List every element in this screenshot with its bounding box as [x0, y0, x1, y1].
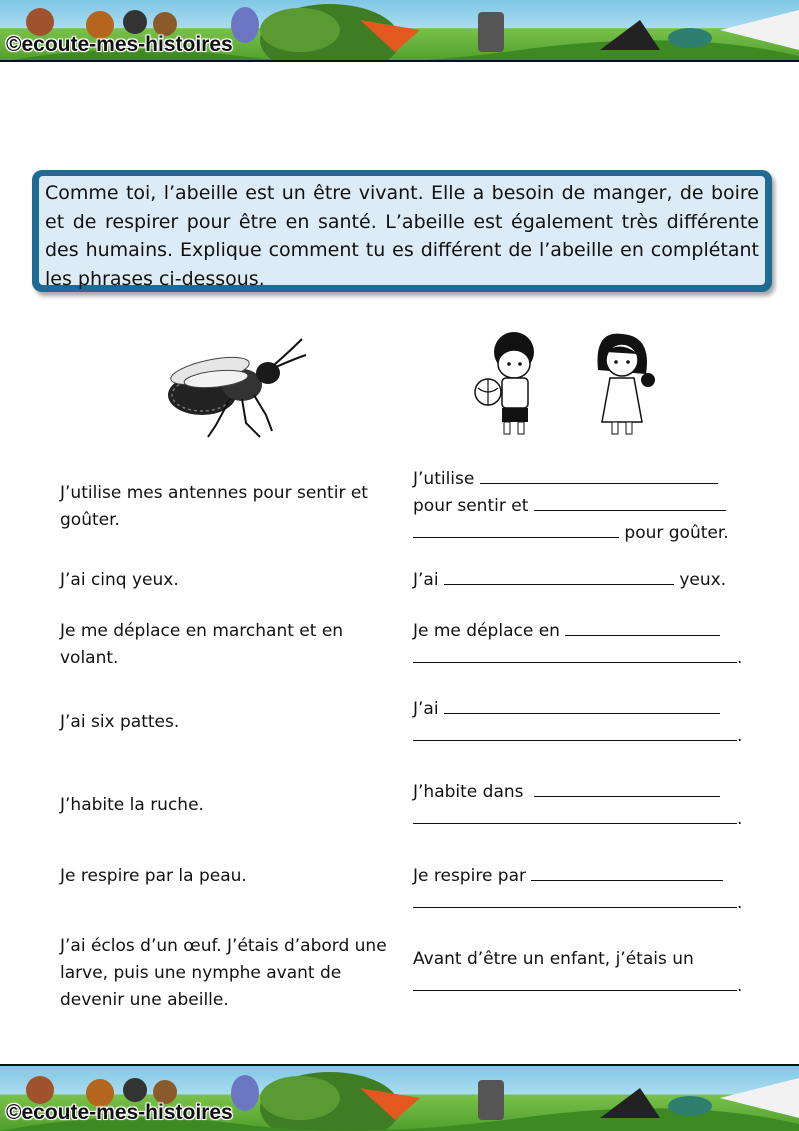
- child-sentence-2-part-2: yeux.: [679, 570, 727, 590]
- bee-sentence-4: J’ai six pattes.: [60, 712, 180, 732]
- child-sentence-6-part-1: Je respire par: [413, 866, 526, 886]
- bee-sentence-7: J’ai éclos d’un œuf. J’étais d’abord une larve, puis une nymphe avant de devenir une abeille.: [60, 936, 387, 1010]
- child-sentence-6: [413, 863, 753, 917]
- instruction-box: [32, 170, 772, 292]
- bee-sentence-3: Je me déplace en marchant et en volant.: [60, 621, 344, 668]
- child-sentence-1-part-1: J’utilise: [413, 469, 475, 489]
- answer-blank[interactable]: [534, 779, 720, 797]
- child-sentence-3-part-1: Je me déplace en: [413, 621, 560, 641]
- footer-divider: [0, 1064, 799, 1066]
- child-sentence-2-part-1: J’ai: [413, 570, 439, 590]
- child-sentence-4-part-1: J’ai: [413, 699, 439, 719]
- answer-blank[interactable]: [444, 567, 674, 585]
- child-sentence-5-part-1: J’habite dans: [413, 782, 524, 802]
- answer-blank[interactable]: [444, 696, 720, 714]
- child-sentence-6-end: .: [737, 893, 743, 913]
- answer-blank[interactable]: [413, 645, 737, 663]
- bee-sentence-1: J’utilise mes antennes pour sentir et goûter.: [60, 483, 368, 530]
- answer-blank[interactable]: [534, 493, 726, 511]
- child-sentence-3-end: .: [737, 648, 743, 668]
- child-sentence-1-part-2: pour sentir et: [413, 496, 529, 516]
- child-sentence-5-end: .: [737, 809, 743, 829]
- child-sentence-7: [413, 946, 753, 1000]
- child-sentence-7-part-1: Avant d’être un enfant, j’étais un: [413, 949, 694, 969]
- footer-banner: [0, 1064, 799, 1131]
- bee-illustration: [150, 333, 310, 443]
- bee-sentence-6: Je respire par la peau.: [60, 866, 247, 886]
- child-sentence-7-end: .: [737, 976, 743, 996]
- child-sentence-2: [413, 567, 753, 594]
- child-sentence-3: [413, 618, 753, 672]
- child-sentence-4-end: .: [737, 726, 743, 746]
- header-divider: [0, 60, 799, 62]
- instruction-text: Comme toi, l’abeille est un être vivant. Elle a besoin de manger, de boire et de respirer pour être en santé. L’abeille est également très différente des humains. Explique comment tu es différent de l’abeille en complétant les phrases ci-dessous.: [45, 182, 759, 290]
- answer-blank[interactable]: [413, 890, 737, 908]
- brand-logo-text: ©ecoute-mes-histoires: [6, 33, 233, 56]
- bee-sentence-5: J’habite la ruche.: [60, 795, 204, 815]
- answer-blank[interactable]: [480, 466, 718, 484]
- header-banner: [0, 0, 799, 62]
- child-sentence-4: [413, 696, 753, 750]
- brand-logo-text: ©ecoute-mes-histoires: [6, 1101, 233, 1124]
- child-sentence-1: [413, 466, 753, 547]
- answer-blank[interactable]: [531, 863, 723, 881]
- answer-blank[interactable]: [565, 618, 720, 636]
- child-sentence-5: [413, 779, 753, 833]
- child-sentence-1-part-3: pour goûter.: [624, 523, 729, 543]
- answer-blank[interactable]: [413, 973, 737, 991]
- children-illustration: [470, 330, 680, 440]
- answer-blank[interactable]: [413, 723, 737, 741]
- instruction-box-inner: [39, 176, 765, 290]
- answer-blank[interactable]: [413, 520, 619, 538]
- bee-sentence-2: J’ai cinq yeux.: [60, 570, 179, 590]
- answer-blank[interactable]: [413, 806, 737, 824]
